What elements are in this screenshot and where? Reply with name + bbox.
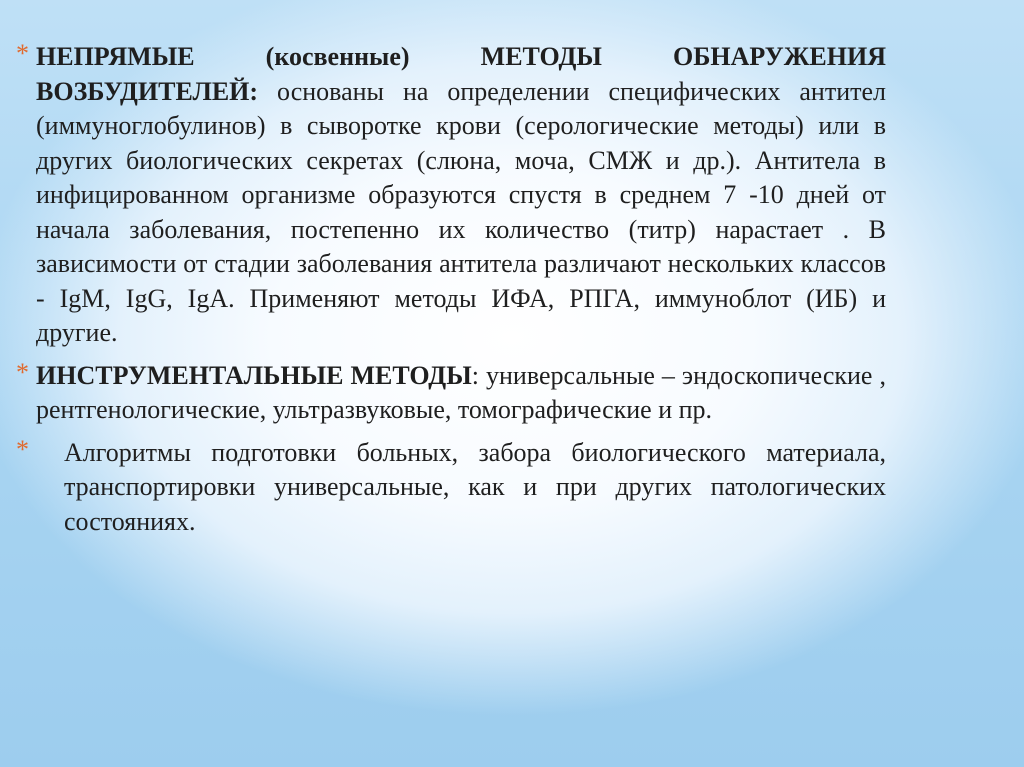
asterisk-bullet-icon: * [16,434,29,464]
asterisk-bullet-icon: * [16,357,29,387]
bullet-item-algorithms [14,436,886,540]
bullet-item-instrumental-methods [14,359,886,428]
slide-content [14,40,886,547]
item-heading: НЕПРЯМЫЕ (косвенные) МЕТОДЫ ОБНАРУЖЕНИЯ ВОЗБУДИТЕЛЕЙ: [36,42,886,106]
asterisk-bullet-icon: * [16,39,29,68]
item-text: : универсальные – эндоскопические , рентгенологические, ультразвуковые, томографические и пр. [36,360,886,424]
item-text: основаны на определении специфических антител (иммуноглобулинов) в сыворотке крови (серологические методы) или в других биологических секретах (слюна, моча, СМЖ и др.). Антитела в инфицированном организме образуются спустя в среднем 7 -10 дней от начала заболевания, постепенно их количество (титр) нарастает . В зависимости от стадии заболевания антитела различают нескольких классов - IgM, IgG, IgA. Применяют методы ИФА, РПГА, иммуноблот (ИБ) и другие. [36,76,886,347]
item-heading: ИНСТРУМЕНТАЛЬНЫЕ МЕТОДЫ [36,360,472,390]
item-text: Алгоритмы подготовки больных, забора биологического материала, транспортировки универсальные, как и при других патологических состояниях. [64,437,886,536]
bullet-item-indirect-methods [14,40,886,351]
